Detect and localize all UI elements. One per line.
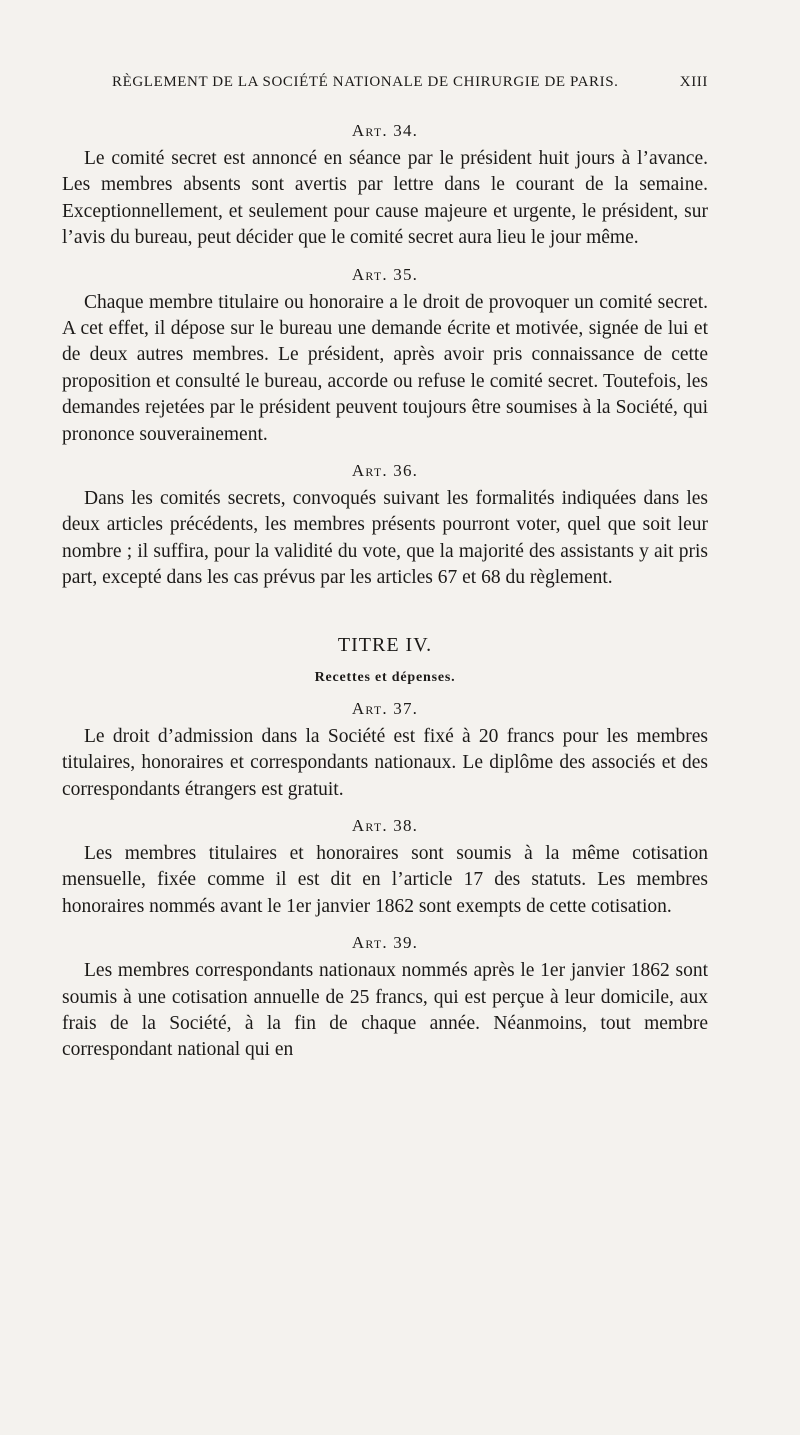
- article-heading-39: Art. 39.: [351, 933, 419, 953]
- article-heading-36: Art. 36.: [351, 461, 419, 481]
- article-text-35: Chaque membre titulaire ou honoraire a le droit de provoquer un comité secret. A cet effet, il dépose sur le bureau une demande écrite et motivée, signée de lui et de deux autres membres. Le président, après avoir pris connaissance de cette proposition et consulté le bureau, accorde ou refuse le comité secret. Toutefois, les demandes rejetées par le président peuvent toujours être soumises à la Société, qui prononce souverainement.: [62, 291, 708, 445]
- running-header: [112, 74, 708, 91]
- article-heading-37: Art. 37.: [351, 698, 419, 718]
- article-text-38: Les membres titulaires et honoraires sont soumis à la même cotisation mensuelle, fixée comme il est dit en l’article 17 des statuts. Les membres honoraires nommés avant le 1er janvier 1862 sont exempts de cette cotisation.: [62, 842, 708, 917]
- section-subtitle: Recettes et dépenses.: [314, 669, 456, 685]
- article-text-34: Le comité secret est annoncé en séance par le président huit jours à l’avance. Les membres absents sont avertis par lettre dans le courant de la semaine. Exceptionnellement, et seulement pour cause majeure et urgente, le président, sur l’avis du bureau, peut décider que le comité secret aura lieu le jour même.: [62, 148, 708, 249]
- section-title: TITRE IV.: [337, 633, 433, 656]
- page-number: XIII: [679, 74, 708, 90]
- running-title: RÈGLEMENT DE LA SOCIÉTÉ NATIONALE DE CHIRURGIE DE PARIS.: [112, 74, 619, 90]
- article-heading-34: Art. 34.: [351, 121, 419, 140]
- article-text-37: Le droit d’admission dans la Société est fixé à 20 francs pour les membres titulaires, honoraires et correspondants nationaux. Le diplôme des associés et des correspondants étrangers est gratuit.: [62, 725, 708, 800]
- body-text: [62, 116, 708, 1064]
- article-text-36: Dans les comités secrets, convoqués suivant les formalités indiquées dans les deux articles précédents, les membres présents pourront voter, quel que soit leur nombre ; il suffira, pour la validité du vote, que la majorité des assistants y ait pris part, excepté dans les cas prévus par les articles 67 et 68 du règlement.: [62, 488, 708, 589]
- article-text-39: Les membres correspondants nationaux nommés après le 1er janvier 1862 sont soumis à une cotisation annuelle de 25 francs, qui est perçue à leur domicile, aux frais de la Société, à la fin de chaque année. Néanmoins, tout membre correspondant national qui en: [62, 960, 708, 1061]
- article-heading-38: Art. 38.: [351, 815, 419, 835]
- article-heading-35: Art. 35.: [351, 264, 419, 284]
